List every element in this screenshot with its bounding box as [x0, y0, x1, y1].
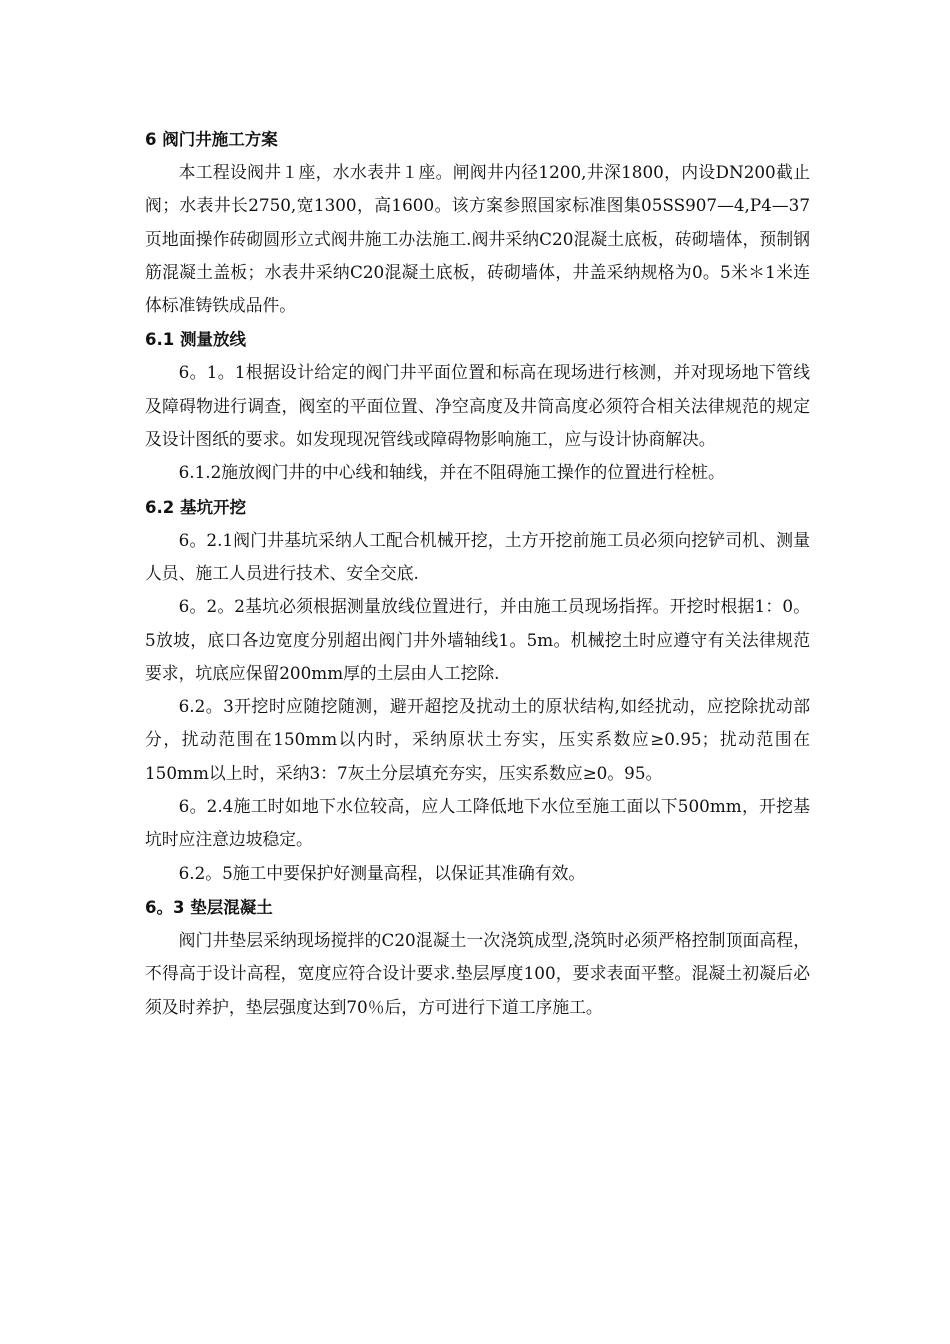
- paragraph-6-2-1: 6。2.1阀门井基坑采纳人工配合机械开挖，土方开挖前施工员必须向挖铲司机、测量人员、施工人员进行技术、安全交底.: [145, 529, 810, 583]
- paragraph-6-2-5: 6.2。5施工中要保护好测量高程，以保证其准确有效。: [178, 862, 586, 883]
- paragraph-6-2-3: 6.2。3开挖时应随挖随测，避开超挖及扰动土的原状结构,如经扰动，应挖除扰动部分，扰动范围在150mm以内时，采纳原状土夯实，压实系数应≥0.95；扰动范围在150mm以上时，采纳3：7灰土分层填充夯实，压实系数应≥0。95。: [145, 696, 810, 783]
- paragraph-6-1-2: 6.1.2施放阀门井的中心线和轴线，并在不阻碍施工操作的位置进行栓桩。: [178, 462, 725, 483]
- section-heading-6-3: 6。3 垫层混凝土: [145, 897, 273, 917]
- paragraph-6-2-4: 6。2.4施工时如地下水位较高，应人工降低地下水位至施工面以下500mm，开挖基坑时应注意边坡稳定。: [145, 796, 810, 850]
- paragraph-6-intro: 本工程设阀井１座，水水表井１座。闸阀井内径1200,井深1800，内设DN200截止阀；水表井长2750,宽1300，高1600。该方案参照国家标准图集05SS907—4,P4—37页地面操作砖砌圆形立式阀井施工办法施工.阀井采纳C20混凝土底板，砖砌墙体，预制钢筋混凝土盖板；水表井采纳C20混凝土底板，砖砌墙体，井盖采纳规格为0。5米＊1米连体标准铸铁成品件。: [145, 162, 810, 316]
- paragraph-6-1-1: 6。1。1根据设计给定的阀门井平面位置和标高在现场进行核测，并对现场地下管线及障碍物进行调查，阀室的平面位置、净空高度及井筒高度必须符合相关法律规范的规定及设计图纸的要求。如发现现况管线或障碍物影响施工，应与设计协商解决。: [145, 362, 810, 450]
- document-body: [145, 124, 810, 1024]
- paragraph-6-3: 阀门井垫层采纳现场搅拌的C20混凝土一次浇筑成型,浇筑时必须严格控制顶面高程，不得高于设计高程，宽度应符合设计要求.垫层厚度100，要求表面平整。混凝土初凝后必须及时养护，垫层强度达到70％后，方可进行下道工序施工。: [145, 929, 810, 1017]
- section-heading-6-1: 6.1 测量放线: [145, 330, 246, 350]
- paragraph-6-2-2: 6。2。2基坑必须根据测量放线位置进行，并由施工员现场指挥。开挖时根据1：0。5放坡，底口各边宽度分别超出阀门井外墙轴线1。5m。机械挖土时应遵守有关法律规范要求，坑底应保留200mm厚的土层由人工挖除.: [145, 596, 810, 683]
- section-heading-6-2: 6.2 基坑开挖: [145, 497, 246, 517]
- section-heading-6: 6 阀门井施工方案: [145, 130, 278, 149]
